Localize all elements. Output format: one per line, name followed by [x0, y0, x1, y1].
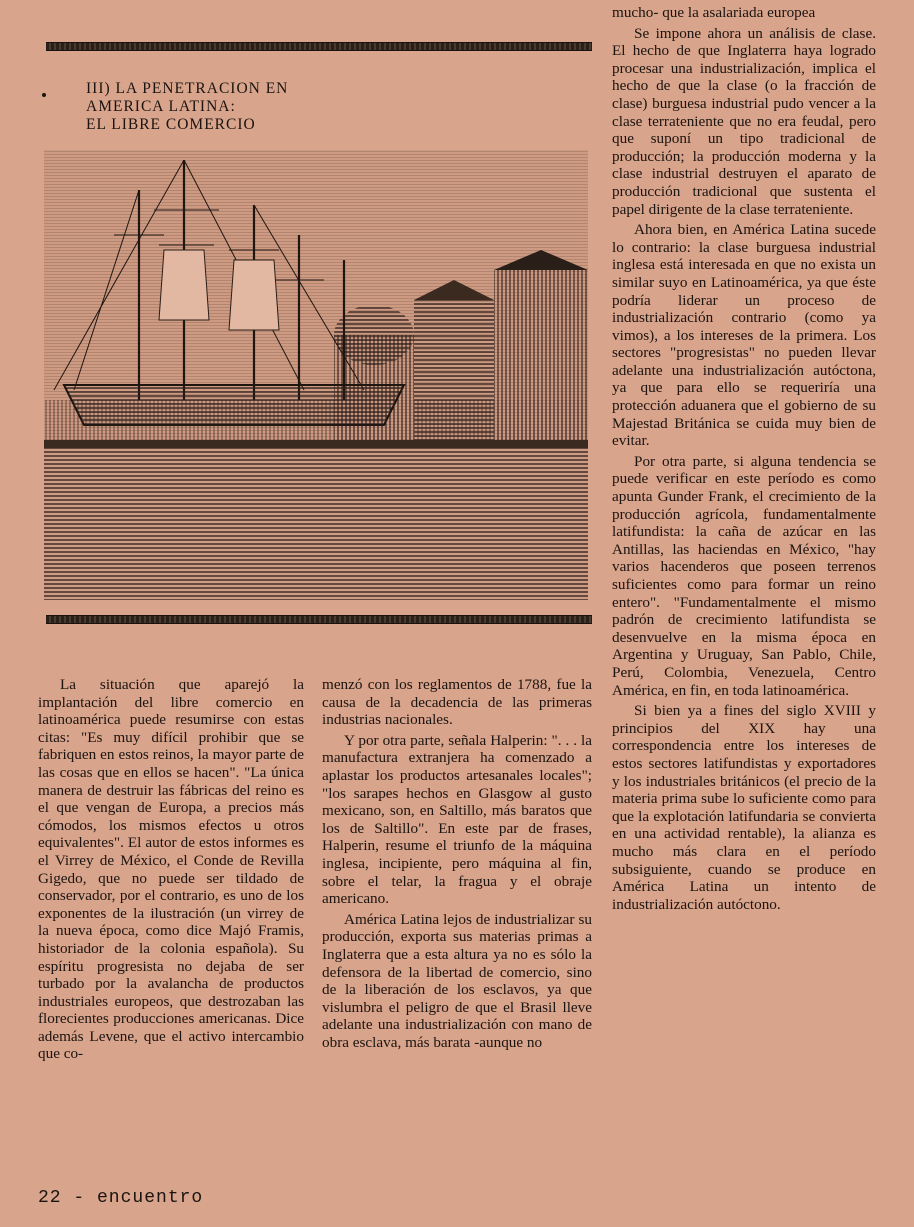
paragraph: menzó con los reglamentos de 1788, fue la causa de la decadencia de las primeras industrias nacionales.	[322, 676, 592, 729]
bullet-dot	[42, 93, 46, 97]
paragraph: Si bien ya a fines del siglo XVIII y principios del XIX hay una correspondencia entre los intereses de estos sectores latifundistas y exportadores y los industriales británicos (el precio de la materia prima sube lo suficiente como para que la explotación latifundaria se convierta en una actividad rentable), la alianza es mucho más clara en el período subsiguiente, cuando se produce en América Latina un intento de industrialización autóctono.	[612, 702, 876, 913]
paragraph: América Latina lejos de industrializar su producción, exporta sus materias primas a Inglaterra que a esta altura ya no es sólo la defensora de la libertad de comercio, sino de la liberación de los esclavos, ya que vislumbra el peligro de que el Brasil lleve adelante una industrialización con mano de obra esclava, más barata -aunque no	[322, 910, 592, 1051]
paragraph: Se impone ahora un análisis de clase. El hecho de que Inglaterra haya logrado procesar una industrialización, implica el hecho de que la clase (o la fracción de clase) burguesa industrial pudo vencer a la clase terrateniente que no era feudal, pero que suponí un tipo tradicional de producción; la producción moderna y la clase industrial destruyen el aparato de producción tradicional que sustenta el papel dirigente de la clase terrateniente.	[612, 24, 876, 218]
section-heading	[86, 80, 326, 134]
paragraph: Y por otra parte, señala Halperin: ". . . la manufactura extranjera ha comenzado a aplastar los productos artesanales locales"; "los sarapes hechos en Glasgow al gusto mexicano, son, en Saltillo, más baratos que los de Saltillo". En este par de frases, Halperin, resume el triunfo de la máquina inglesa, incipiente, pero máquina al fin, sobre el telar, la fragua y el obraje americano.	[322, 731, 592, 908]
bottom-rule	[46, 615, 592, 624]
middle-column	[322, 676, 592, 1054]
top-rule	[46, 42, 592, 51]
heading-line-2: AMERICA LATINA:	[86, 98, 236, 115]
paragraph: Por otra parte, si alguna tendencia se puede verificar en este período es como apunta Gunder Frank, el crecimiento de la producción agrícola, fundamentalmente latifundista: la caña de azúcar en las Antillas, las haciendas en México, "hay varios hacenderos que poseen terrenos suficientes como para formar un reino entero". "Fundamentalmente el mismo padrón de crecimiento latifundista se desenvuelve en la misma época en Argentina y Uruguay, San Pablo, Chile, Perú, Colombia, Venezuela, Centro América, en fin, en toda latinoamérica.	[612, 452, 876, 699]
left-column	[38, 676, 304, 1066]
paragraph: La situación que aparejó la implantación del libre comercio en latinoamérica puede resumirse con estas citas: "Es muy difícil prohibir que se fabriquen en estos reinos, la mayor parte de las cosas que en ellos se hacen". "La única manera de destruir las fábricas del reino es el que vengan de Europa, a precios más cómodos, los mismos efectos u otros equivalentes". El autor de estos informes es el Virrey de México, el Conde de Revilla Gigedo, que no puede ser tildado de conservador, por el contrario, es uno de los exponentes de la ilustración (un virrey de la nueva época, como dice Majó Framis, historiador de la colonia española). Su espíritu progresista no dejaba de ser turbado por la avalancha de productos industriales europeos, que destrozaban las florecientes producciones americanas. Dice además Levene, que el activo intercambio que co-	[38, 676, 304, 1063]
heading-line-3: EL LIBRE COMERCIO	[86, 116, 256, 133]
heading-line-1: III) LA PENETRACION EN	[86, 80, 289, 97]
paragraph: Ahora bien, en América Latina sucede lo contrario: la clase burguesa industrial inglesa está interesada en que no exista un similar suyo en Latinoamérica, ya que éste podría liderar un proceso de industrialización contrario (como ya vimos), a los intereses de la primera. Los sectores "progresistas" no pueden llevar adelante una industrialización autóctona, ya que para ello se requeriría una protección aduanera que el gobierno de su Majestad Británica se cuida muy bien de evitar.	[612, 221, 876, 450]
harbor-engraving-illustration	[44, 150, 588, 600]
paragraph: mucho- que la asalariada europea	[612, 4, 816, 21]
right-column	[612, 4, 876, 916]
page-footer: 22 - encuentro	[38, 1188, 204, 1208]
